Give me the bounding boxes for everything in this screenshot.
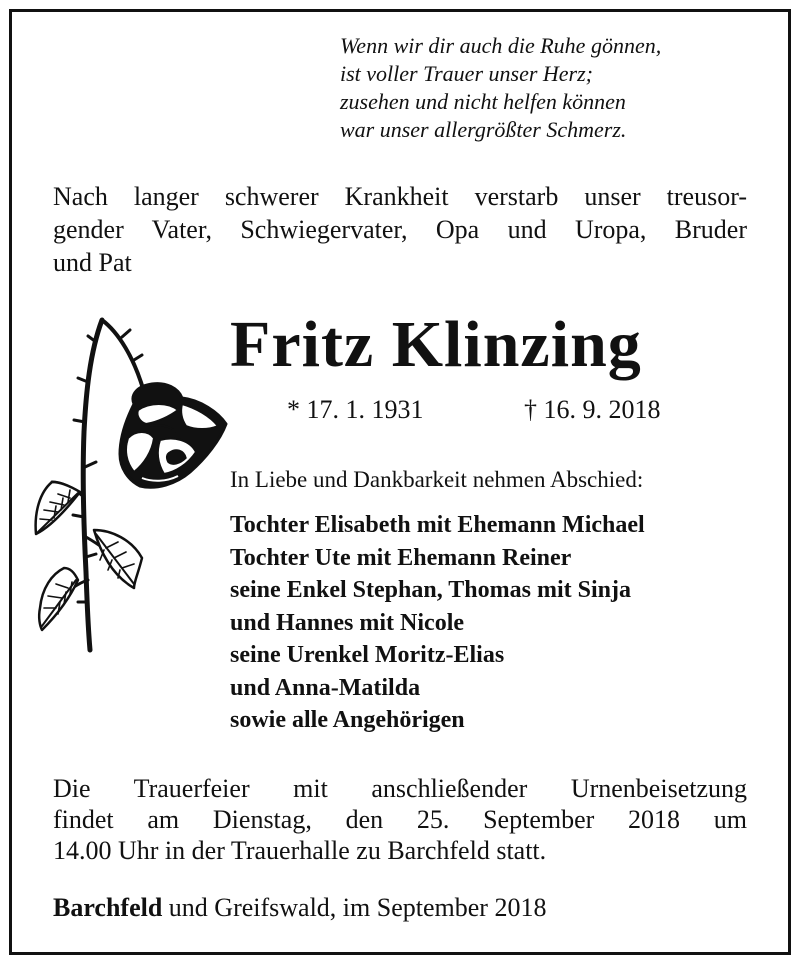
intro-line: gender Vater, Schwiegervater, Opa und Uropa, Bruder xyxy=(53,215,747,244)
list-item: und Hannes mit Nicole xyxy=(230,609,465,636)
rose-icon xyxy=(30,312,240,657)
intro-line: Nach langer schwerer Krankheit verstarb unser treusor- xyxy=(53,182,747,211)
farewell-intro: In Liebe und Dankbarkeit nehmen Abschied: xyxy=(230,467,644,492)
poem-line: Wenn wir dir auch die Ruhe gönnen, xyxy=(340,33,662,58)
closing-line xyxy=(53,892,546,924)
poem-line: war unser allergrößter Schmerz. xyxy=(340,117,627,142)
list-item: und Anna-Matilda xyxy=(230,674,421,701)
list-item: Tochter Ute mit Ehemann Reiner xyxy=(230,544,572,571)
list-item: seine Urenkel Moritz-Elias xyxy=(230,642,505,668)
birth-date: * 17. 1. 1931 xyxy=(287,395,424,424)
list-item: Tochter Elisabeth mit Ehemann Michael xyxy=(230,512,645,538)
death-date: † 16. 9. 2018 xyxy=(524,395,661,424)
service-line: 14.00 Uhr in der Trauerhalle zu Barchfeld statt. xyxy=(53,836,547,865)
deceased-name: Fritz Klinzing xyxy=(230,308,642,381)
service-line: Die Trauerfeier mit anschließender Urnenbeisetzung xyxy=(53,774,747,803)
service-info xyxy=(53,773,747,866)
poem-line: ist voller Trauer unser Herz; xyxy=(340,61,593,86)
poem-line: zusehen und nicht helfen können xyxy=(340,89,626,114)
intro-text xyxy=(53,180,747,279)
closing-place: Barchfeld xyxy=(53,893,163,922)
poem xyxy=(340,32,770,144)
service-line: findet am Dienstag, den 25. September 2018 um xyxy=(53,805,747,834)
list-item: seine Enkel Stephan, Thomas mit Sinja xyxy=(230,577,631,603)
mourners-list xyxy=(230,509,750,737)
list-item: sowie alle Angehörigen xyxy=(230,707,465,733)
intro-line: und Pat xyxy=(53,248,132,277)
closing-rest: und Greifswald, im September 2018 xyxy=(162,893,547,922)
